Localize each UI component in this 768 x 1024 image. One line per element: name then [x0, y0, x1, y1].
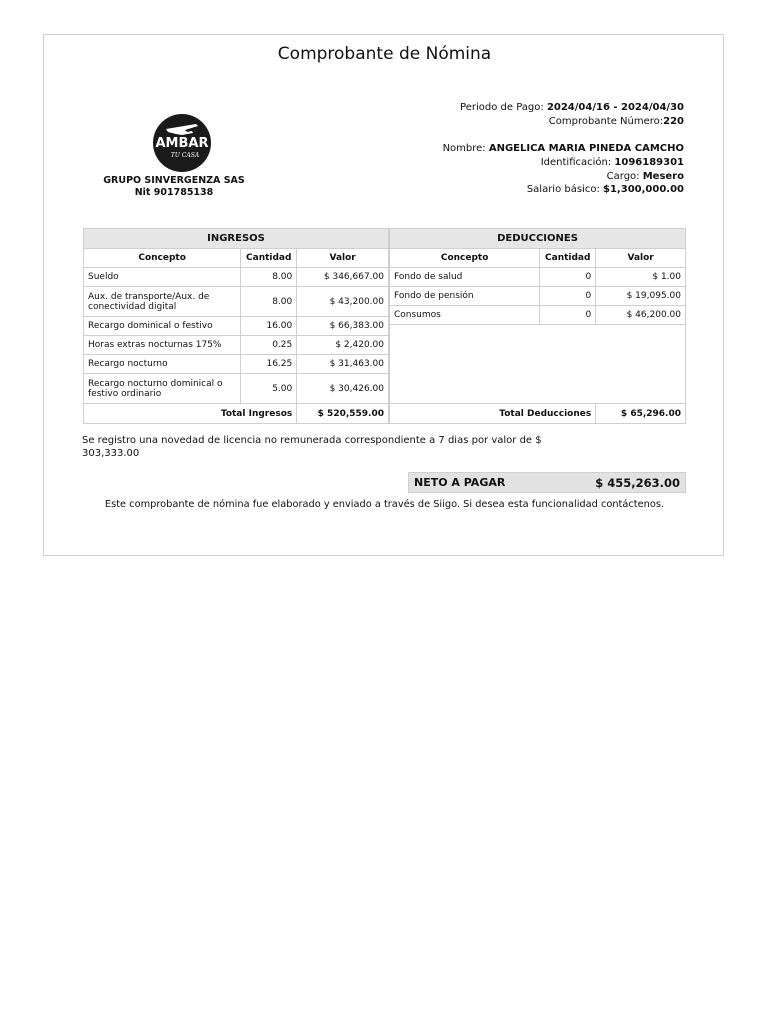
neto-label: NETO A PAGAR — [414, 476, 506, 489]
table-row — [84, 374, 389, 404]
concepto-cell: Aux. de transporte/Aux. de conectividad digital — [84, 287, 241, 317]
employee-info — [443, 101, 684, 197]
valor-cell: $ 346,667.00 — [297, 268, 389, 287]
footer-note: Este comprobante de nómina fue elaborado y enviado a través de Siigo. Si desea esta funcionalidad contáctenos. — [104, 499, 665, 510]
company-nit: Nit 901785138 — [134, 187, 214, 198]
neto-value: $ 455,263.00 — [595, 476, 680, 490]
concepto-cell: Fondo de pensión — [390, 287, 540, 306]
concepto-cell: Sueldo — [84, 268, 241, 287]
cantidad-cell: 16.25 — [241, 355, 297, 374]
total-row — [84, 404, 389, 424]
valor-cell: $ 2,420.00 — [297, 336, 389, 355]
number-label: Comprobante Número: — [548, 115, 664, 127]
cantidad-cell: 0 — [540, 306, 596, 325]
table-row — [84, 268, 389, 287]
column-header: Cantidad — [540, 249, 596, 268]
name-value: ANGELICA MARIA PINEDA CAMCHO — [488, 143, 684, 155]
role-line — [443, 170, 684, 184]
table-row — [84, 355, 389, 374]
company-block — [84, 175, 264, 199]
id-line — [443, 156, 684, 170]
neto-a-pagar-box — [408, 472, 686, 493]
concepto-cell: Fondo de salud — [390, 268, 540, 287]
total-ingresos-value: $ 520,559.00 — [297, 404, 389, 424]
company-logo — [152, 113, 212, 173]
number-value: 220 — [663, 115, 684, 127]
concepto-cell: Recargo dominical o festivo — [84, 317, 241, 336]
empty-filler-row — [390, 325, 686, 404]
deducciones-table — [389, 228, 686, 424]
period-value: 2024/04/16 - 2024/04/30 — [546, 102, 684, 113]
concepto-cell: Recargo nocturno dominical o festivo ordinario — [84, 374, 241, 404]
concepto-cell: Recargo nocturno — [84, 355, 241, 374]
airplane-logo-icon — [152, 113, 212, 173]
table-row — [390, 287, 686, 306]
page-title: Comprobante de Nómina — [277, 44, 492, 64]
table-row — [84, 287, 389, 317]
valor-cell: $ 30,426.00 — [297, 374, 389, 404]
cantidad-cell: 0 — [540, 287, 596, 306]
number-line — [443, 115, 684, 129]
salary-value: $1,300,000.00 — [603, 184, 684, 196]
valor-cell: $ 43,200.00 — [297, 287, 389, 317]
logo-sub: TU CASA — [170, 152, 200, 159]
id-label: Identificación: — [540, 156, 615, 168]
salary-label: Salario básico: — [526, 184, 604, 196]
total-deducciones-value: $ 65,296.00 — [596, 404, 686, 424]
role-value: Mesero — [642, 170, 684, 182]
cantidad-cell: 8.00 — [241, 268, 297, 287]
period-line — [443, 101, 684, 115]
cantidad-cell: 0 — [540, 268, 596, 287]
payroll-receipt — [43, 34, 724, 556]
total-row — [390, 404, 686, 424]
valor-cell: $ 1.00 — [596, 268, 686, 287]
total-ingresos-label: Total Ingresos — [84, 404, 297, 424]
cantidad-cell: 0.25 — [241, 336, 297, 355]
valor-cell: $ 66,383.00 — [297, 317, 389, 336]
total-deducciones-label: Total Deducciones — [390, 404, 596, 424]
column-header: Valor — [596, 249, 686, 268]
name-line — [443, 142, 684, 156]
novedad-note: Se registro una novedad de licencia no remunerada correspondiente a 7 dias por valor de $ 303,333.00 — [82, 435, 542, 459]
ingresos-table — [83, 228, 389, 424]
name-label: Nombre: — [442, 143, 489, 155]
concepto-cell: Horas extras nocturnas 175% — [84, 336, 241, 355]
cantidad-cell: 5.00 — [241, 374, 297, 404]
table-row — [390, 268, 686, 287]
valor-cell: $ 31,463.00 — [297, 355, 389, 374]
valor-cell: $ 46,200.00 — [596, 306, 686, 325]
valor-cell: $ 19,095.00 — [596, 287, 686, 306]
cantidad-cell: 16.00 — [241, 317, 297, 336]
period-label: Periodo de Pago: — [460, 102, 547, 113]
company-name: GRUPO SINVERGENZA SAS — [103, 175, 245, 186]
logo-name: AMBAR — [155, 136, 209, 151]
id-value: 1096189301 — [614, 156, 684, 168]
deducciones-header: DEDUCCIONES — [390, 229, 686, 249]
salary-line — [443, 183, 684, 197]
role-label: Cargo: — [606, 170, 643, 182]
column-header: Valor — [297, 249, 389, 268]
table-row — [84, 336, 389, 355]
table-row — [84, 317, 389, 336]
concepto-cell: Consumos — [390, 306, 540, 325]
ingresos-header: INGRESOS — [84, 229, 389, 249]
column-header: Concepto — [390, 249, 540, 268]
table-row — [390, 306, 686, 325]
column-header: Cantidad — [241, 249, 297, 268]
column-header: Concepto — [84, 249, 241, 268]
cantidad-cell: 8.00 — [241, 287, 297, 317]
